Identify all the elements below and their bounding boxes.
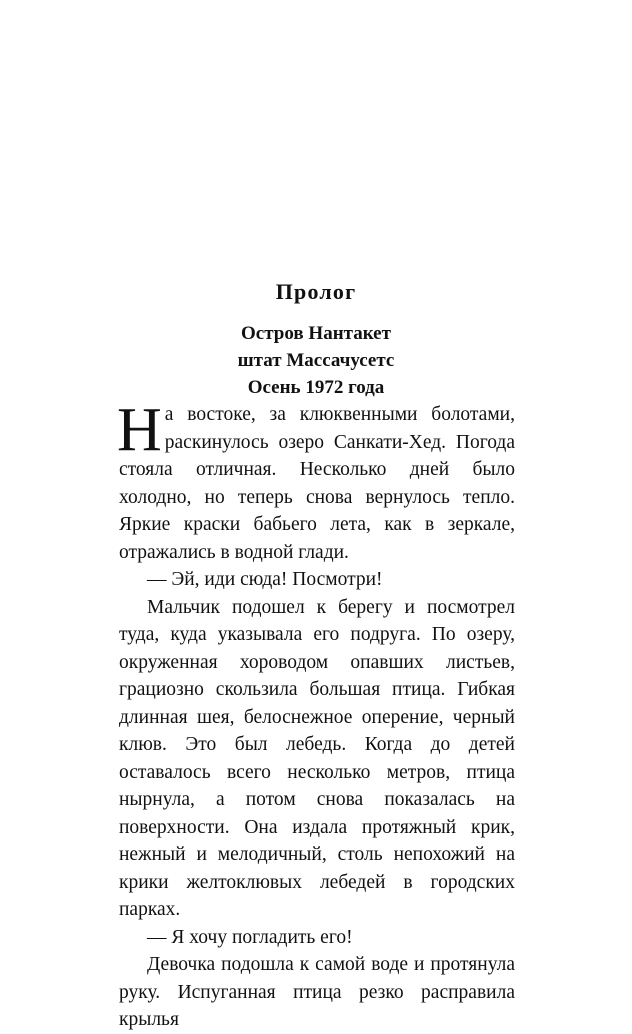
paragraph-dialogue-1: — Эй, иди сюда! Посмотри!	[147, 569, 383, 590]
paragraph-opening-text: а востоке, за клюквенными болотами, раскинулось озеро Санкати-Хед. Погода стояла отличная. Несколько дней было холодно, но теперь снова вернулось тепло. Яркие краски бабьего лета, как в зеркале, отражались в водной глади.	[119, 404, 515, 563]
place-line-island: Остров Нантакет	[241, 323, 391, 344]
paragraph-opening	[117, 396, 515, 566]
body-text	[117, 396, 515, 1034]
chapter-title: Пролог	[275, 279, 357, 304]
place-line-state: штат Массачусетс	[237, 350, 395, 371]
paragraph-boy: Мальчик подошел к берегу и посмотрел туда, куда указывала его подруга. По озеру, окруженная хороводом опавших листьев, грациозно скользила большая птица. Гибкая длинная шея, белоснежное оперение, черный клюв. Это был лебедь. Когда до детей оставалось всего несколько метров, птица нырнула, а потом снова показалась на поверхности. Она издала протяжный крик, нежный и мелодичный, столь непохожий на крики желтоклювых лебедей в городских парках.	[119, 596, 515, 920]
paragraph-dialogue-2: — Я хочу погладить его!	[147, 926, 353, 948]
drop-cap: Н	[117, 396, 162, 464]
place-line-date: Осень 1972 года	[247, 377, 385, 398]
paragraph-girl: Девочка подошла к самой воде и протянула руку. Испуганная птица резко расправила крылья	[119, 954, 515, 1030]
place-heading	[0, 320, 632, 401]
